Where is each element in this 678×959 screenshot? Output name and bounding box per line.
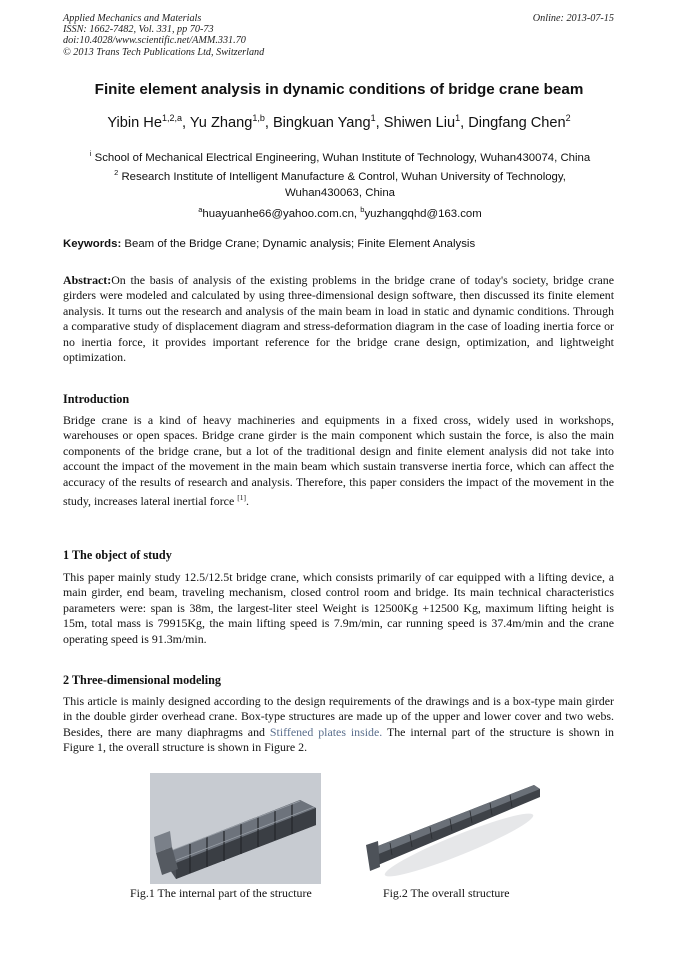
section-title-introduction: Introduction [63,392,130,406]
paper-title: Finite element analysis in dynamic conditions of bridge crane beam [94,81,584,98]
online-date: Online: 2013-07-15 [532,13,614,24]
girder-internal-render [150,773,321,884]
section-object-text: This paper mainly study 12.5/12.5t bridge crane, which consists primarily of car equipped with a lifting device, a main girder, end beam, traveling mechanism, closed control room and bridge. Its main technical characteristics parameters were: span is 38m, the largest-liter steel Weight is 12500Kg +12500 Kg, maximum lifting height is 15m, total mass is 79915Kg, the main lifting speed is 7.9m/min, car running speed is 37.4m/min and the crane operating speed is 91.3m/min. [63,570,614,646]
abstract-label: Abstract: [63,273,112,287]
author-affil-sup: 1 [455,113,461,123]
email-line: $^a$huayuanhe66@yahoo.com.cn, $^b$yuzhangqhd@163.com [198,205,482,220]
keywords-label: Keywords: [63,238,122,250]
section-title-object: 1 The object of study [63,548,172,562]
author-name: Dingfang Chen [468,114,566,131]
email-link-b[interactable]: yuzhangqhd@163.com [364,207,482,220]
abstract [63,273,614,365]
author-affil-sup: 2 [565,113,571,123]
copyright-line: © 2013 Trans Tech Publications Ltd, Switzerland [63,46,265,58]
journal-name: Applied Mechanics and Materials [63,13,202,24]
abstract-text: On the basis of analysis of the existing problems in the bridge crane of today's society, bridge crane girders were modeled and calculated by using three-dimensional design software, then discussed its finite element analysis. It turns out the research and analysis of the main beam in load in static and dynamic conditions. Through a comparative study of displacement diagram and stress-deformation diagram in the case of loading inertia force or no inertia force, it provides important reference for the bridge crane design, optimization, and lightweight optimization. [63,273,614,365]
introduction-text: Bridge crane is a kind of heavy machineries and equipments in a fixed cross, widely used in workshops, warehouses or open spaces. Bridge crane girder is the main component which sustain the force, is also the main components of the bridge crane, but a lot of the traditional design and finite element analysis did not take into account the impact of the movement in the main beam which sustain transverse inertia force, which can affect the accuracy of the results of research and analysis. Therefore, this paper considers the impact of the movement in the study, increases lateral inertial force [1]. [63,413,614,508]
author-affil-sup: 1 [370,113,376,123]
author-name: Yu Zhang [189,114,253,131]
author-name: Shiwen Liu [383,114,456,131]
journal-header [63,13,264,58]
highlighted-text: Stiffened plates inside. [269,724,383,739]
author-affil-sup: 1,b [252,113,265,123]
author-name: Yibin He [107,114,162,131]
girder-overall-render [364,773,546,884]
figure-2-image [364,773,546,884]
author-name: Bingkuan Yang [272,114,371,131]
author-list: Yibin He$^{1,2,a}$, Yu Zhang$^{1,b}$, Bingkuan Yang$^1$, Shiwen Liu$^1$, Dingfang Chen$^2$ [107,113,571,131]
email-link-a[interactable]: huayuanhe66@yahoo.com.cn, [202,207,358,220]
figure-1-image [150,773,321,884]
section-title-modeling: 2 Three-dimensional modeling [63,673,222,687]
figure-1-caption: Fig.1 The internal part of the structure [130,886,312,900]
affiliation-2: $^2$ Research Institute of Intelligent Manufacture & Control, Wuhan University of Technology, Wuhan430063, China [114,168,566,199]
keywords-text: Beam of the Bridge Crane; Dynamic analysis; Finite Element Analysis [124,238,476,250]
keywords [63,238,623,250]
figure-2-caption: Fig.2 The overall structure [383,886,510,900]
affiliation-1: $^i$ School of Mechanical Electrical Engineering, Wuhan Institute of Technology, Wuhan430074, China [89,149,591,164]
author-affil-sup: 1,2,a [161,113,182,123]
issn-line: ISSN: 1662-7482, Vol. 331, pp 70-73 [63,24,214,36]
doi-line: doi:10.4028/www.scientific.net/AMM.331.70 [63,35,246,47]
citation-ref[interactable]: [1] [237,493,246,503]
section-modeling-text: This article is mainly designed according to the design requirements of the drawings and is a box-type main girder in the double girder overhead crane. Box-type structures are made up of the upper and lower cover and two webs. Besides, there are many diaphragms and Stiffened plates inside. The internal part of the structure is shown in Figure 1, the overall structure is shown in Figure 2. [63,694,614,755]
